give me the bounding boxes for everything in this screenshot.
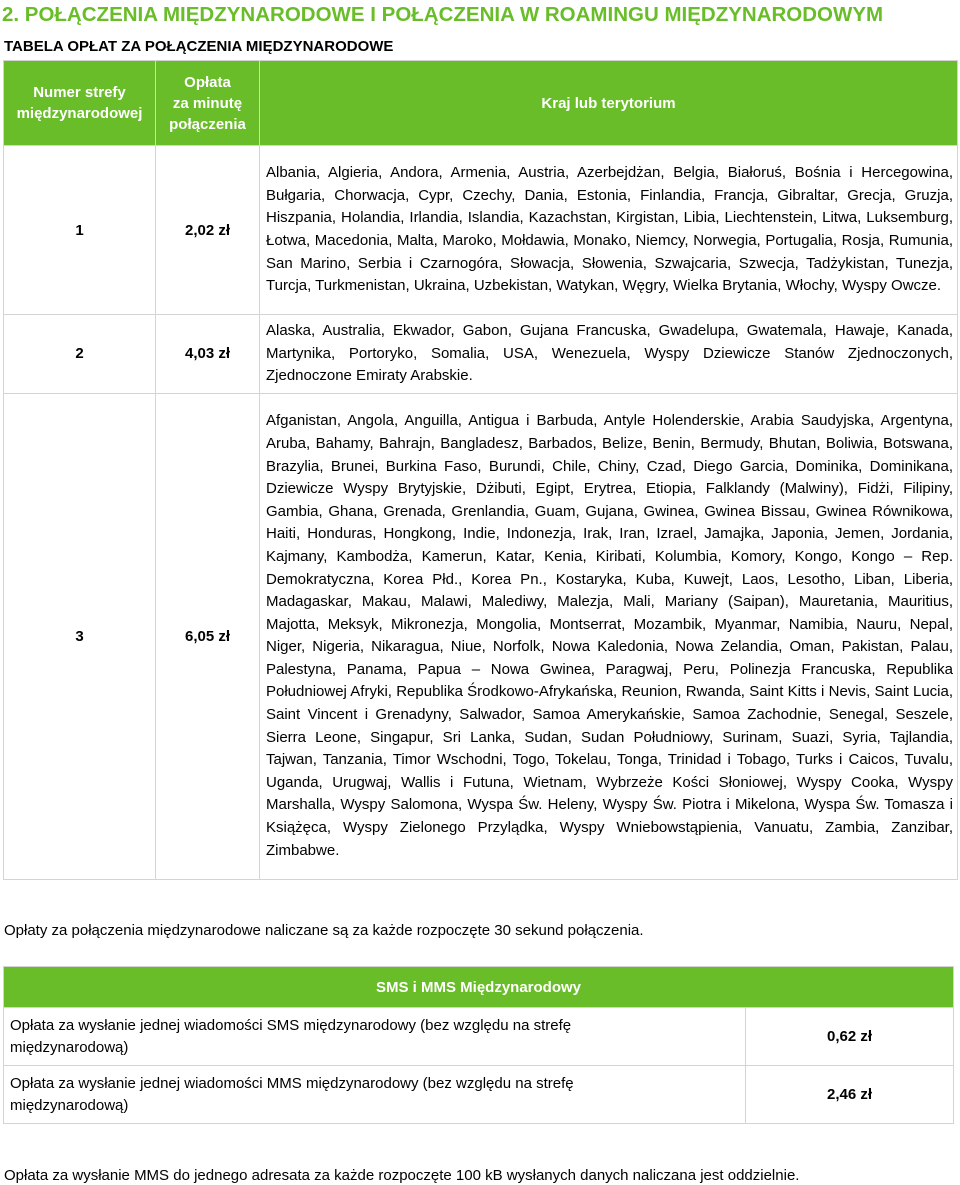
zone-countries: Alaska, Australia, Ekwador, Gabon, Gujana Francuska, Gwadelupa, Gwatemala, Hawaje, Kanada, Martynika, Portoryko, Somalia, USA, Wenezuela, Wyspy Dziewicze Stanów Zjednoczonych, Zjednoczone Emiraty Arabskie. — [260, 315, 958, 394]
page-title: 2. POŁĄCZENIA MIĘDZYNARODOWE I POŁĄCZENIA W ROAMINGU MIĘDZYNARODOWYM — [2, 3, 884, 26]
international-rates-table — [3, 60, 958, 880]
mms-data-note: Opłata za wysłanie MMS do jednego adresata za każde rozpoczęte 100 kB wysłanych danych naliczana jest oddzielnie. — [4, 1167, 800, 1184]
table-row — [4, 1066, 954, 1124]
table-title: TABELA OPŁAT ZA POŁĄCZENIA MIĘDZYNARODOWE — [4, 38, 394, 55]
sms-table-header: SMS i MMS Międzynarodowy — [4, 967, 954, 1008]
header-countries: Kraj lub terytorium — [260, 61, 958, 146]
table-row — [4, 146, 958, 315]
header-price: Opłata za minutę połączenia — [156, 61, 260, 146]
zone-price: 6,05 zł — [156, 393, 260, 879]
sms-mms-rates-table — [3, 966, 954, 1124]
zone-price: 2,02 zł — [156, 146, 260, 315]
table-row — [4, 393, 958, 879]
mms-description: Opłata za wysłanie jednej wiadomości MMS międzynarodowy (bez względu na strefę międzynarodową) — [4, 1066, 746, 1124]
zone-number: 1 — [4, 146, 156, 315]
mms-price: 2,46 zł — [746, 1066, 954, 1124]
sms-description: Opłata za wysłanie jednej wiadomości SMS międzynarodowy (bez względu na strefę międzynarodową) — [4, 1008, 746, 1066]
table-row — [4, 315, 958, 394]
zone-number: 3 — [4, 393, 156, 879]
zone-number: 2 — [4, 315, 156, 394]
header-zone: Numer strefy międzynarodowej — [4, 61, 156, 146]
billing-note: Opłaty za połączenia międzynarodowe naliczane są za każde rozpoczęte 30 sekund połączenia. — [4, 922, 644, 939]
table-header-row — [4, 967, 954, 1008]
zone-countries: Afganistan, Angola, Anguilla, Antigua i Barbuda, Antyle Holenderskie, Arabia Saudyjska, Argentyna, Aruba, Bahamy, Bahrajn, Bangladesz, Barbados, Belize, Benin, Bermudy, Bhutan, Boliwia, Botswana, Brazylia, Brunei, Burkina Faso, Burundi, Chile, Chiny, Czad, Diego Garcia, Dominika, Dominikana, Dziewicze Wyspy Brytyjskie, Dżibuti, Egipt, Erytrea, Etiopia, Falklandy (Malwiny), Fidżi, Filipiny, Gambia, Ghana, Grenada, Grenlandia, Guam, Gujana, Gwinea, Gwinea Bissau, Gwinea Równikowa, Haiti, Honduras, Hongkong, Indie, Indonezja, Irak, Iran, Izrael, Jamajka, Japonia, Jemen, Jordania, Kajmany, Kambodża, Kamerun, Katar, Kenia, Kiribati, Kolumbia, Komory, Kongo, Kongo – Rep. Demokratyczna, Korea Płd., Korea Pn., Kostaryka, Kuba, Kuwejt, Laos, Lesotho, Liban, Liberia, Madagaskar, Makau, Malawi, Malediwy, Malezja, Mali, Mariany (Saipan), Mauretania, Mauritius, Majotta, Meksyk, Mikronezja, Mongolia, Montserrat, Mozambik, Myanmar, Namibia, Nauru, Nepal, Niger, Nigeria, Nikaragua, Niue, Norfolk, Nowa Kaledonia, Nowa Zelandia, Oman, Pakistan, Palau, Palestyna, Panama, Papua – Nowa Gwinea, Paragwaj, Peru, Polinezja Francuska, Republika Południowej Afryki, Republika Środkowo-Afrykańska, Reunion, Rwanda, Saint Kitts i Nevis, Saint Lucia, Saint Vincent i Grenadyny, Salwador, Samoa Amerykańskie, Samoa Zachodnie, Senegal, Seszele, Sierra Leone, Singapur, Sri Lanka, Sudan, Sudan Południowy, Surinam, Suazi, Syria, Tajlandia, Tajwan, Tanzania, Timor Wschodni, Togo, Tokelau, Tonga, Trinidad i Tobago, Turks i Caicos, Tuvalu, Uganda, Urugwaj, Wallis i Futuna, Wietnam, Wybrzeże Kości Słoniowej, Wyspy Cooka, Wyspy Marshalla, Wyspy Salomona, Wyspa Św. Heleny, Wyspy Św. Piotra i Mikelona, Wyspa Św. Tomasza i Książęca, Wyspy Zielonego Przylądka, Wyspy Wniebowstąpienia, Vanuatu, Zambia, Zanzibar, Zimbabwe. — [260, 393, 958, 879]
sms-price: 0,62 zł — [746, 1008, 954, 1066]
zone-price: 4,03 zł — [156, 315, 260, 394]
zone-countries: Albania, Algieria, Andora, Armenia, Austria, Azerbejdżan, Belgia, Białoruś, Bośnia i Hercegowina, Bułgaria, Chorwacja, Cypr, Czechy, Dania, Estonia, Finlandia, Francja, Gibraltar, Grecja, Gruzja, Hiszpania, Holandia, Irlandia, Islandia, Kazachstan, Kirgistan, Libia, Liechtenstein, Litwa, Luksemburg, Łotwa, Macedonia, Malta, Maroko, Mołdawia, Monako, Niemcy, Norwegia, Portugalia, Rosja, Rumunia, San Marino, Serbia i Czarnogóra, Słowacja, Słowenia, Szwajcaria, Szwecja, Tadżykistan, Tunezja, Turcja, Turkmenistan, Ukraina, Uzbekistan, Watykan, Węgry, Wielka Brytania, Włochy, Wyspy Owcze. — [260, 146, 958, 315]
table-header-row — [4, 61, 958, 146]
table-row — [4, 1008, 954, 1066]
